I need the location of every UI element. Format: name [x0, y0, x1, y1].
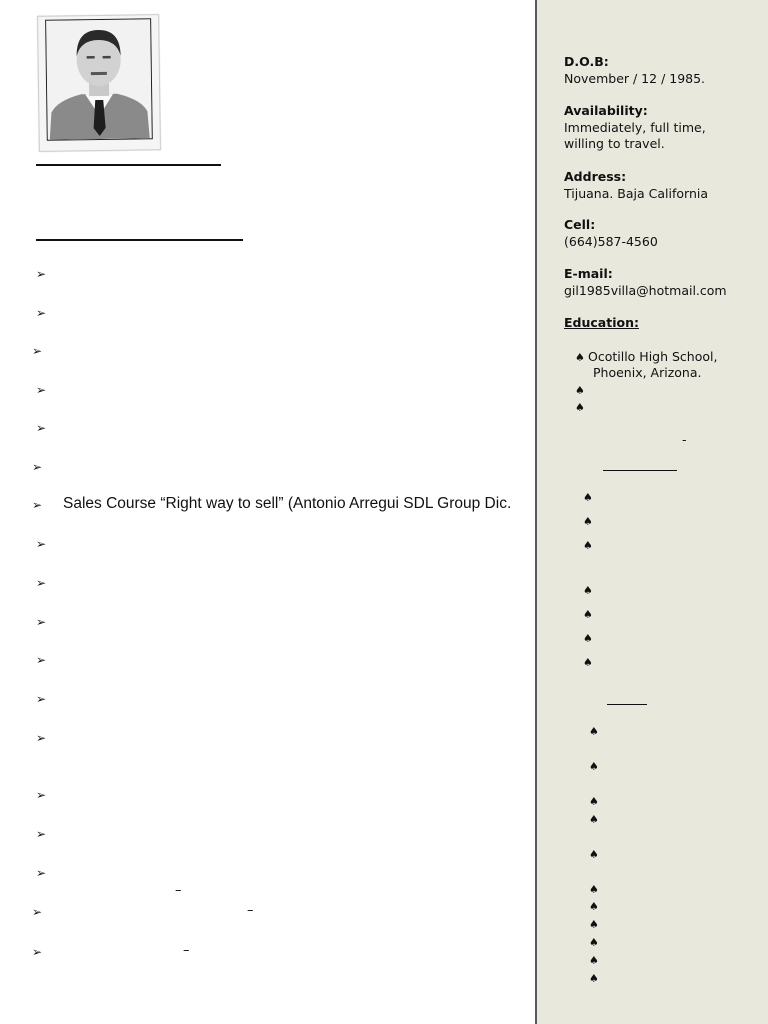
email-value: gil1985villa@hotmail.com [564, 283, 727, 298]
spade-bullet-icon: ♠ [589, 795, 599, 808]
bullet-arrow-icon: ➢ [36, 866, 47, 880]
sidebar-rule-1 [603, 470, 677, 471]
bullet-arrow-icon: ➢ [36, 537, 47, 551]
bullet-arrow-icon: ➢ [36, 576, 47, 590]
spade-bullet-icon: ♠ [583, 491, 593, 504]
spade-bullet-icon: ♠ [589, 848, 599, 861]
section-rule-2 [36, 239, 243, 241]
bullet-arrow-icon: ➢ [36, 421, 47, 435]
spade-bullet-icon: ♠ [575, 384, 585, 397]
availability-value-line2: willing to travel. [564, 136, 665, 151]
bullet-arrow-icon: ➢ [36, 383, 47, 397]
bullet-arrow-icon: ➢ [36, 788, 47, 802]
bullet-arrow-icon: ➢ [32, 460, 43, 474]
spade-bullet-icon: ♠ [583, 632, 593, 645]
bullet-arrow-icon: ➢ [32, 905, 43, 919]
profile-photo-frame [37, 14, 161, 152]
bullet-arrow-icon: ➢ [32, 945, 43, 959]
spade-bullet-icon: ♠ [583, 515, 593, 528]
education-item-location: Phoenix, Arizona. [593, 365, 702, 380]
dash-mark: – [175, 883, 182, 898]
dob-value: November / 12 / 1985. [564, 71, 706, 86]
spade-bullet-icon: ♠ [589, 918, 599, 931]
email-label: E-mail: [564, 266, 613, 281]
spade-bullet-icon: ♠ [583, 608, 593, 621]
profile-photo [45, 18, 153, 140]
availability-value-line1: Immediately, full time, [564, 120, 706, 135]
bullet-arrow-icon: ➢ [36, 731, 47, 745]
spade-bullet-icon: ♠ [575, 401, 585, 414]
spade-bullet-icon: ♠ [589, 760, 599, 773]
cell-label: Cell: [564, 217, 596, 232]
bullet-arrow-icon: ➢ [36, 306, 47, 320]
bullet-arrow-icon: ➢ [32, 344, 43, 358]
bullet-arrow-icon: ➢ [36, 827, 47, 841]
spade-bullet-icon: ♠ [583, 584, 593, 597]
bullet-arrow-icon: ➢ [36, 615, 47, 629]
spade-bullet-icon: ♠ [589, 813, 599, 826]
spade-bullet-icon: ♠ [589, 883, 599, 896]
spade-bullet-icon: ♠ [583, 539, 593, 552]
dob-label: D.O.B: [564, 54, 609, 69]
address-value: Tijuana. Baja California [564, 186, 709, 201]
section-rule-1 [36, 164, 221, 166]
sidebar-rule-2 [607, 704, 647, 705]
spade-bullet-icon: ♠ [583, 656, 593, 669]
spade-bullet-icon: ♠ [589, 725, 599, 738]
person-portrait-image [46, 19, 152, 139]
education-item-school: Ocotillo High School, [588, 349, 718, 364]
education-label: Education: [564, 315, 639, 330]
cell-value: (664)587-4560 [564, 234, 658, 249]
address-label: Address: [564, 169, 627, 184]
dash-mark: – [183, 943, 190, 958]
availability-label: Availability: [564, 103, 648, 118]
spade-bullet-icon: ♠ [589, 900, 599, 913]
spade-bullet-icon: ♠ [589, 972, 599, 985]
sales-course-text: Sales Course “Right way to sell” (Antonio Arregui SDL Group Dic. [63, 495, 512, 512]
hyphen-mark: - [682, 432, 687, 447]
info-sidebar [535, 0, 768, 1024]
bullet-arrow-icon: ➢ [36, 267, 47, 281]
bullet-arrow-icon: ➢ [32, 498, 43, 512]
spade-bullet-icon: ♠ [589, 954, 599, 967]
dash-mark: – [247, 903, 254, 918]
bullet-arrow-icon: ➢ [36, 653, 47, 667]
spade-bullet-icon: ♠ [589, 936, 599, 949]
bullet-arrow-icon: ➢ [36, 692, 47, 706]
spade-bullet-icon: ♠ [575, 351, 585, 364]
